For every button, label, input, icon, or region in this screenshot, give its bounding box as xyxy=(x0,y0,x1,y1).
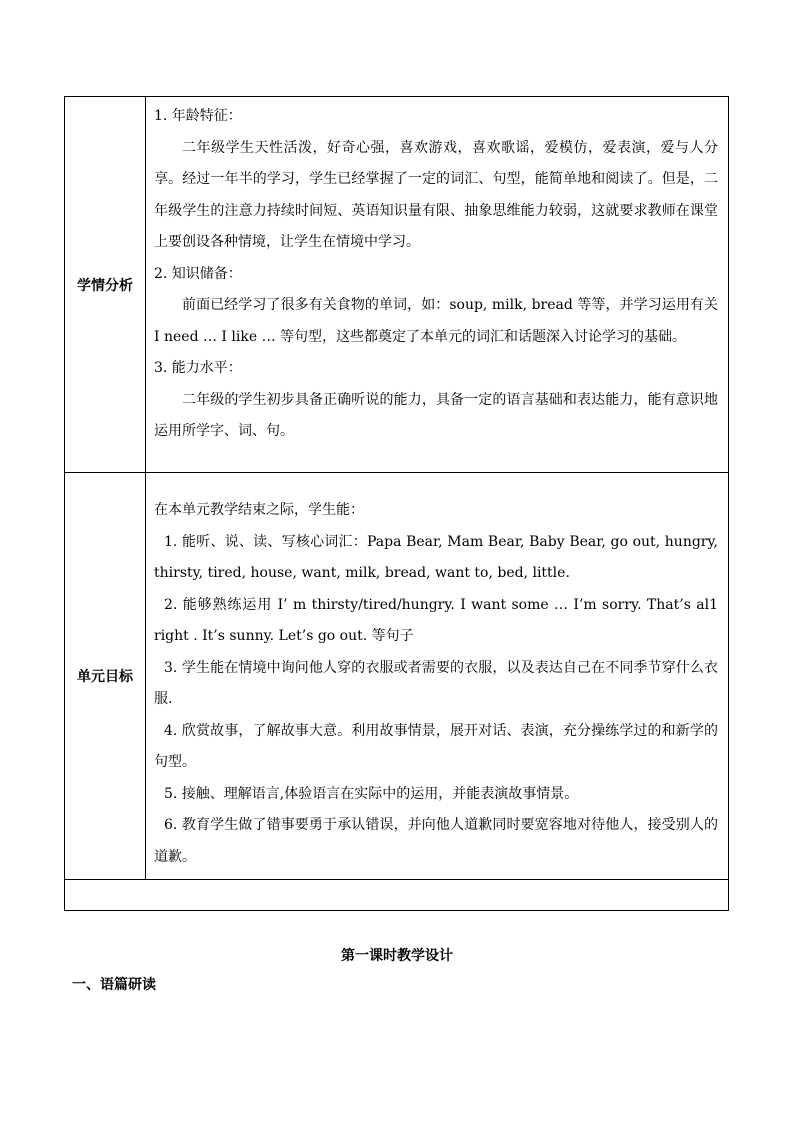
section-heading: 一、语篇研读 xyxy=(72,977,156,993)
row-content xyxy=(146,473,729,880)
table-row xyxy=(65,97,729,473)
paragraph: 前面已经学习了很多有关食物的单词，如：soup, milk, bread 等等，并学习运用有关 I need … I like … 等句型，这些都奠定了本单元的词汇和话题深入讨论学习的基础。 xyxy=(154,297,718,345)
paragraph: 二年级的学生初步具备正确听说的能力，具备一定的语言基础和表达能力，能有意识地运用所学字、词、句。 xyxy=(154,391,718,439)
table-row xyxy=(65,473,729,880)
goal-item: 3. 学生能在情境中询问他人穿的衣服或者需要的衣服，以及表达自己在不同季节穿什么衣服. xyxy=(154,659,718,707)
row-label: 单元目标 xyxy=(65,473,146,880)
paragraph: 2. 知识储备： xyxy=(154,265,242,282)
goal-item: 4. 欣赏故事，了解故事大意。利用故事情景，展开对话、表演，充分操练学过的和新学的句型。 xyxy=(154,722,718,770)
goal-item: 6. 教育学生做了错事要勇于承认错误，并向他人道歉同时要宽容地对待他人，接受别人的道歉。 xyxy=(154,817,718,865)
table-row-empty xyxy=(65,880,729,911)
paragraph: 3. 能力水平： xyxy=(154,360,242,376)
empty-cell xyxy=(65,880,729,911)
paragraph: 1. 年龄特征： xyxy=(154,108,242,124)
row-label: 学情分析 xyxy=(65,97,146,473)
goal-item: 1. 能听、说、读、写核心词汇：Papa Bear, Mam Bear, Baby Bear, go out, hungry, thirsty, tired, house, want, milk, bread, want to, bed, little. xyxy=(154,533,718,581)
goal-item: 2. 能够熟练运用 I’ m thirsty/tired/hungry. I want some … I’m sorry. That’s al1 right . It’s sunny. Let’s go out. 等句子 xyxy=(154,596,718,644)
analysis-table xyxy=(64,96,729,911)
goal-intro: 在本单元教学结束之际，学生能： xyxy=(154,502,364,518)
row-content xyxy=(146,97,729,473)
lesson-title: 第一课时教学设计 xyxy=(341,948,453,964)
paragraph: 二年级学生天性活泼，好奇心强，喜欢游戏，喜欢歌谣，爱模仿，爱表演，爱与人分享。经过一年半的学习，学生已经掌握了一定的词汇、句型，能简单地和阅读了。但是，二年级学生的注意力持续时间短、英语知识量有限、抽象思维能力较弱，这就要求教师在课堂上要创设各种情境，让学生在情境中学习。 xyxy=(154,139,718,250)
goal-item: 5. 接触、理解语言,体验语言在实际中的运用，并能表演故事情景。 xyxy=(164,785,579,802)
